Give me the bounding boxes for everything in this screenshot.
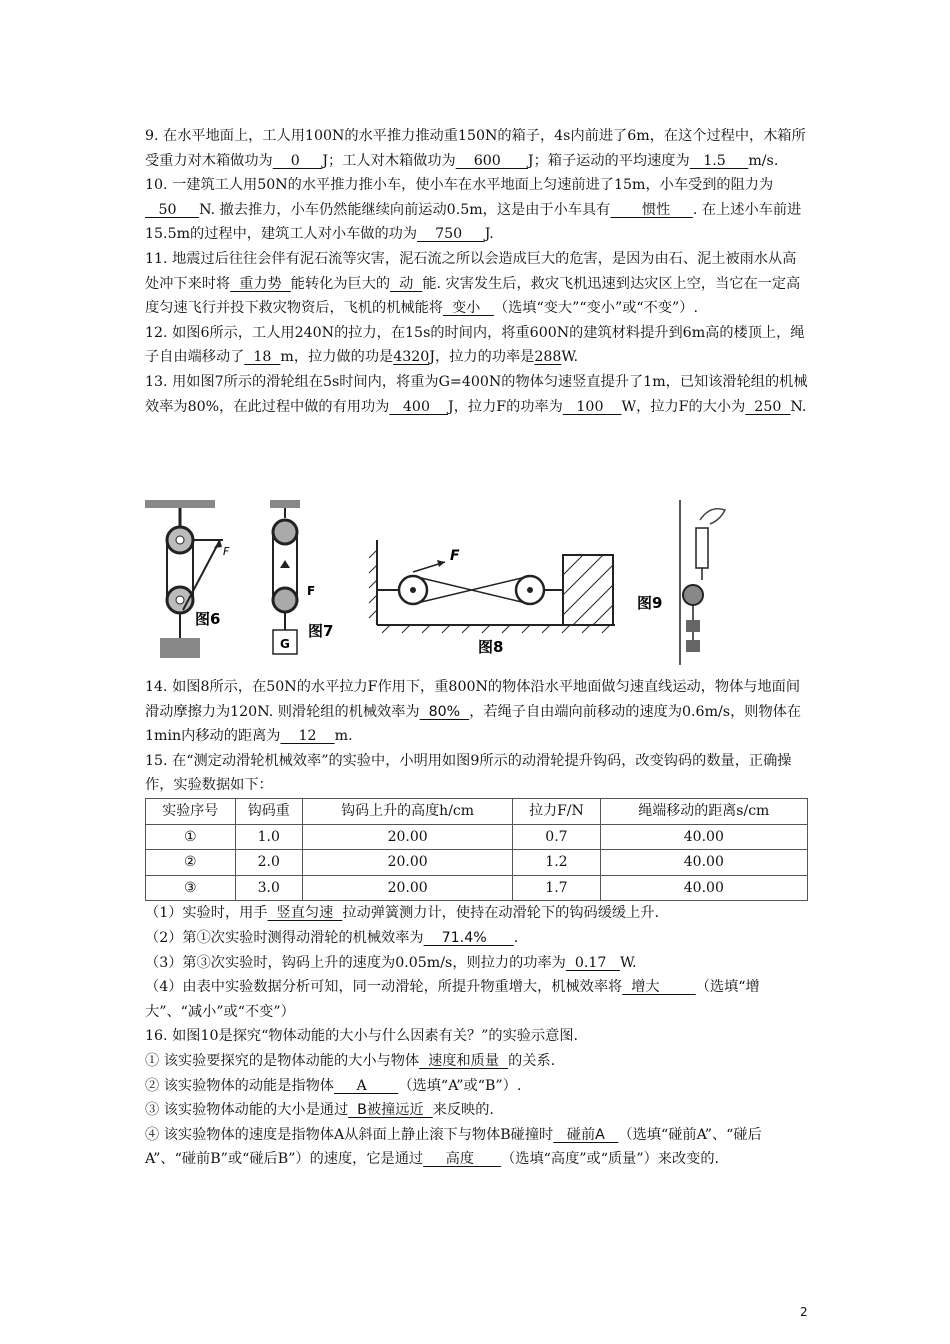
figure-6-pulley: [145, 500, 230, 658]
table-header-cell: 钩码重: [235, 798, 303, 824]
table-cell: 20.00: [303, 850, 513, 876]
answer-blank: 4320: [393, 349, 430, 366]
table-cell: ③: [146, 875, 236, 901]
question-16-part-4: ④ 该实验物体的速度是指物体A从斜面上静止滚下与物体B碰撞时 碰前A （选填“碰前A”、“碰后A”、“碰前B”或“碰后B”）的速度，它是通过 高度 （选填“高度”或“质量”）来改变的.: [145, 1126, 762, 1168]
question-13: 13. 用如图7所示的滑轮组在5s时间内，将重为G=400N的物体匀速竖直提升了1m，已知该滑轮组的机械效率为80%，在此过程中做的有用功为 400 J，拉力F的功率为 100 W，拉力F的大小为 250 N.: [145, 373, 808, 415]
answer-blank: 18: [244, 349, 281, 366]
question-15-part-1: （1）实验时，用手 竖直匀速 拉动弹簧测力计，使持在动滑轮下的钩码缓缓上升.: [145, 905, 659, 922]
table-header-cell: 钩码上升的高度h/cm: [303, 798, 513, 824]
question-15-intro: 15. 在“测定动滑轮机械效率”的实验中，小明用如图9所示的动滑轮提升钩码，改变钩码的数量，正确操作，实验数据如下：: [145, 752, 792, 794]
question-10: 10. 一建筑工人用50N的水平推力推小车，使小车在水平地面上匀速前进了15m，小车受到的阻力为 50 N. 撤去推力，小车仍然能继续向前运动0.5m，这是由于小车具有 惯性 . 在上述小车前进15.5m的过程中，建筑工人对小车做的功为 750 J.: [145, 177, 802, 243]
figure-7-label: 图7: [308, 622, 334, 640]
figures-row: [145, 500, 810, 670]
answer-blank: 600: [455, 152, 528, 169]
table-cell: 20.00: [303, 875, 513, 901]
force-label: F: [223, 545, 230, 558]
table-header-cell: 实验序号: [146, 798, 236, 824]
questions-block-bottom: [145, 675, 810, 1172]
answer-blank: 竖直匀速: [267, 905, 343, 922]
question-16-part-1: ① 该实验要探究的是物体动能的大小与物体 速度和质量 的关系.: [145, 1052, 556, 1069]
answer-blank: 增大: [622, 979, 696, 996]
table-header-cell: 拉力F/N: [513, 798, 600, 824]
force-label: F: [307, 584, 316, 598]
table-cell: 0.7: [513, 824, 600, 850]
answer-blank: 250: [745, 398, 791, 415]
table-cell: ②: [146, 850, 236, 876]
answer-blank: 惯性: [610, 201, 693, 218]
answer-blank: 50: [145, 201, 200, 218]
answer-blank: 动: [390, 275, 423, 292]
question-12: 12. 如图6所示，工人用240N的拉力，在15s的时间内，将重600N的建筑材料提升到6m高的楼顶上，绳子自由端移动了 18 m，拉力做的功是4320J，拉力的功率是288W.: [145, 324, 805, 366]
answer-blank: 碰前A: [553, 1126, 619, 1143]
question-16-part-3: ③ 该实验物体动能的大小是通过 B被撞远近 来反映的.: [145, 1102, 494, 1119]
answer-blank: 750: [417, 226, 485, 243]
questions-block-top: [145, 124, 810, 419]
table-cell: 40.00: [600, 850, 807, 876]
answer-blank: 288: [534, 349, 562, 366]
table-cell: 1.0: [235, 824, 303, 850]
page-number: 2: [800, 1305, 808, 1319]
figure-7-pulley: [270, 500, 333, 654]
table-cell: 1.7: [513, 875, 600, 901]
figure-8-pulley: [369, 540, 615, 656]
question-9: 9. 在水平地面上，工人用100N的水平推力推动重150N的箱子，4s内前进了6m，在这个过程中，木箱所受重力对木箱做功为 0 J；工人对木箱做功为 600 J；箱子运动的平均速度为 1.5 m/s.: [145, 128, 806, 169]
question-15-part-4: （4）由表中实验数据分析可知，同一动滑轮，所提升物重增大，机械效率将 增大 （选填“增大”、“减小”或“不变”）: [145, 979, 760, 1020]
answer-blank: 400: [389, 398, 449, 415]
table-row: [146, 850, 808, 876]
question-15-part-3: （3）第③次实验时，钩码上升的速度为0.05m/s，则拉力的功率为 0.17 W.: [145, 954, 637, 971]
answer-blank: 变小: [442, 300, 494, 317]
table-cell: 3.0: [235, 875, 303, 901]
answer-blank: 速度和质量: [419, 1052, 509, 1069]
table-cell: ①: [146, 824, 236, 850]
answer-blank: 0.17: [565, 954, 620, 971]
table-cell: 40.00: [600, 875, 807, 901]
answer-blank: 1.5: [689, 152, 749, 169]
question-15-part-2: （2）第①次实验时测得动滑轮的机械效率为 71.4% .: [145, 929, 519, 946]
table-cell: 1.2: [513, 850, 600, 876]
answer-blank: 12: [280, 728, 335, 745]
table-cell: 40.00: [600, 824, 807, 850]
table-row: [146, 824, 808, 850]
figure-8-label: 图8: [478, 638, 504, 656]
force-label: F: [450, 548, 460, 564]
table-row: [146, 875, 808, 901]
question-14: 14. 如图8所示，在50N的水平拉力F作用下，重800N的物体沿水平地面做匀速直线运动，物体与地面间滑动摩擦力为120N. 则滑轮组的机械效率为 80% ，若绳子自由端向前移动的速度为0.6m/s，则物体在1min内移动的距离为 12 m.: [145, 679, 802, 745]
figure-9-pulley: [637, 500, 725, 665]
answer-blank: 高度: [423, 1151, 502, 1168]
answer-blank: B被撞远近: [348, 1102, 433, 1119]
table-cell: 2.0: [235, 850, 303, 876]
answer-blank: 100: [562, 398, 622, 415]
answer-blank: 0: [272, 152, 323, 169]
figure-9-label: 图9: [637, 594, 663, 612]
figure-6-label: 图6: [195, 610, 221, 628]
question-11: 11. 地震过后往往会伴有泥石流等灾害，泥石流之所以会造成巨大的危害，是因为由石、泥土被雨水从高处冲下来时将 重力势 能转化为巨大的 动 能. 灾害发生后，救灾飞机迅速到达灾区上空，当它在一定高度匀速飞行并投下救灾物资后，飞机的机械能将 变小 （选填“变大”“变小”或“不变”）.: [145, 250, 801, 317]
answer-blank: 71.4%: [423, 929, 514, 946]
answer-blank: 80%: [419, 703, 470, 720]
weight-label: G: [280, 637, 290, 651]
question-16-part-2: ② 该实验物体的动能是指物体 A （选填“A”或“B”）.: [145, 1077, 522, 1094]
table-header-cell: 绳端移动的距离s/cm: [600, 798, 807, 824]
answer-blank: A: [333, 1077, 399, 1094]
table-cell: 20.00: [303, 824, 513, 850]
answer-blank: 重力势: [230, 275, 291, 292]
table-header-row: [146, 798, 808, 824]
experiment-data-table: [145, 798, 808, 901]
question-16-intro: 16. 如图10是探究“物体动能的大小与什么因素有关？”的实验示意图.: [145, 1028, 579, 1045]
